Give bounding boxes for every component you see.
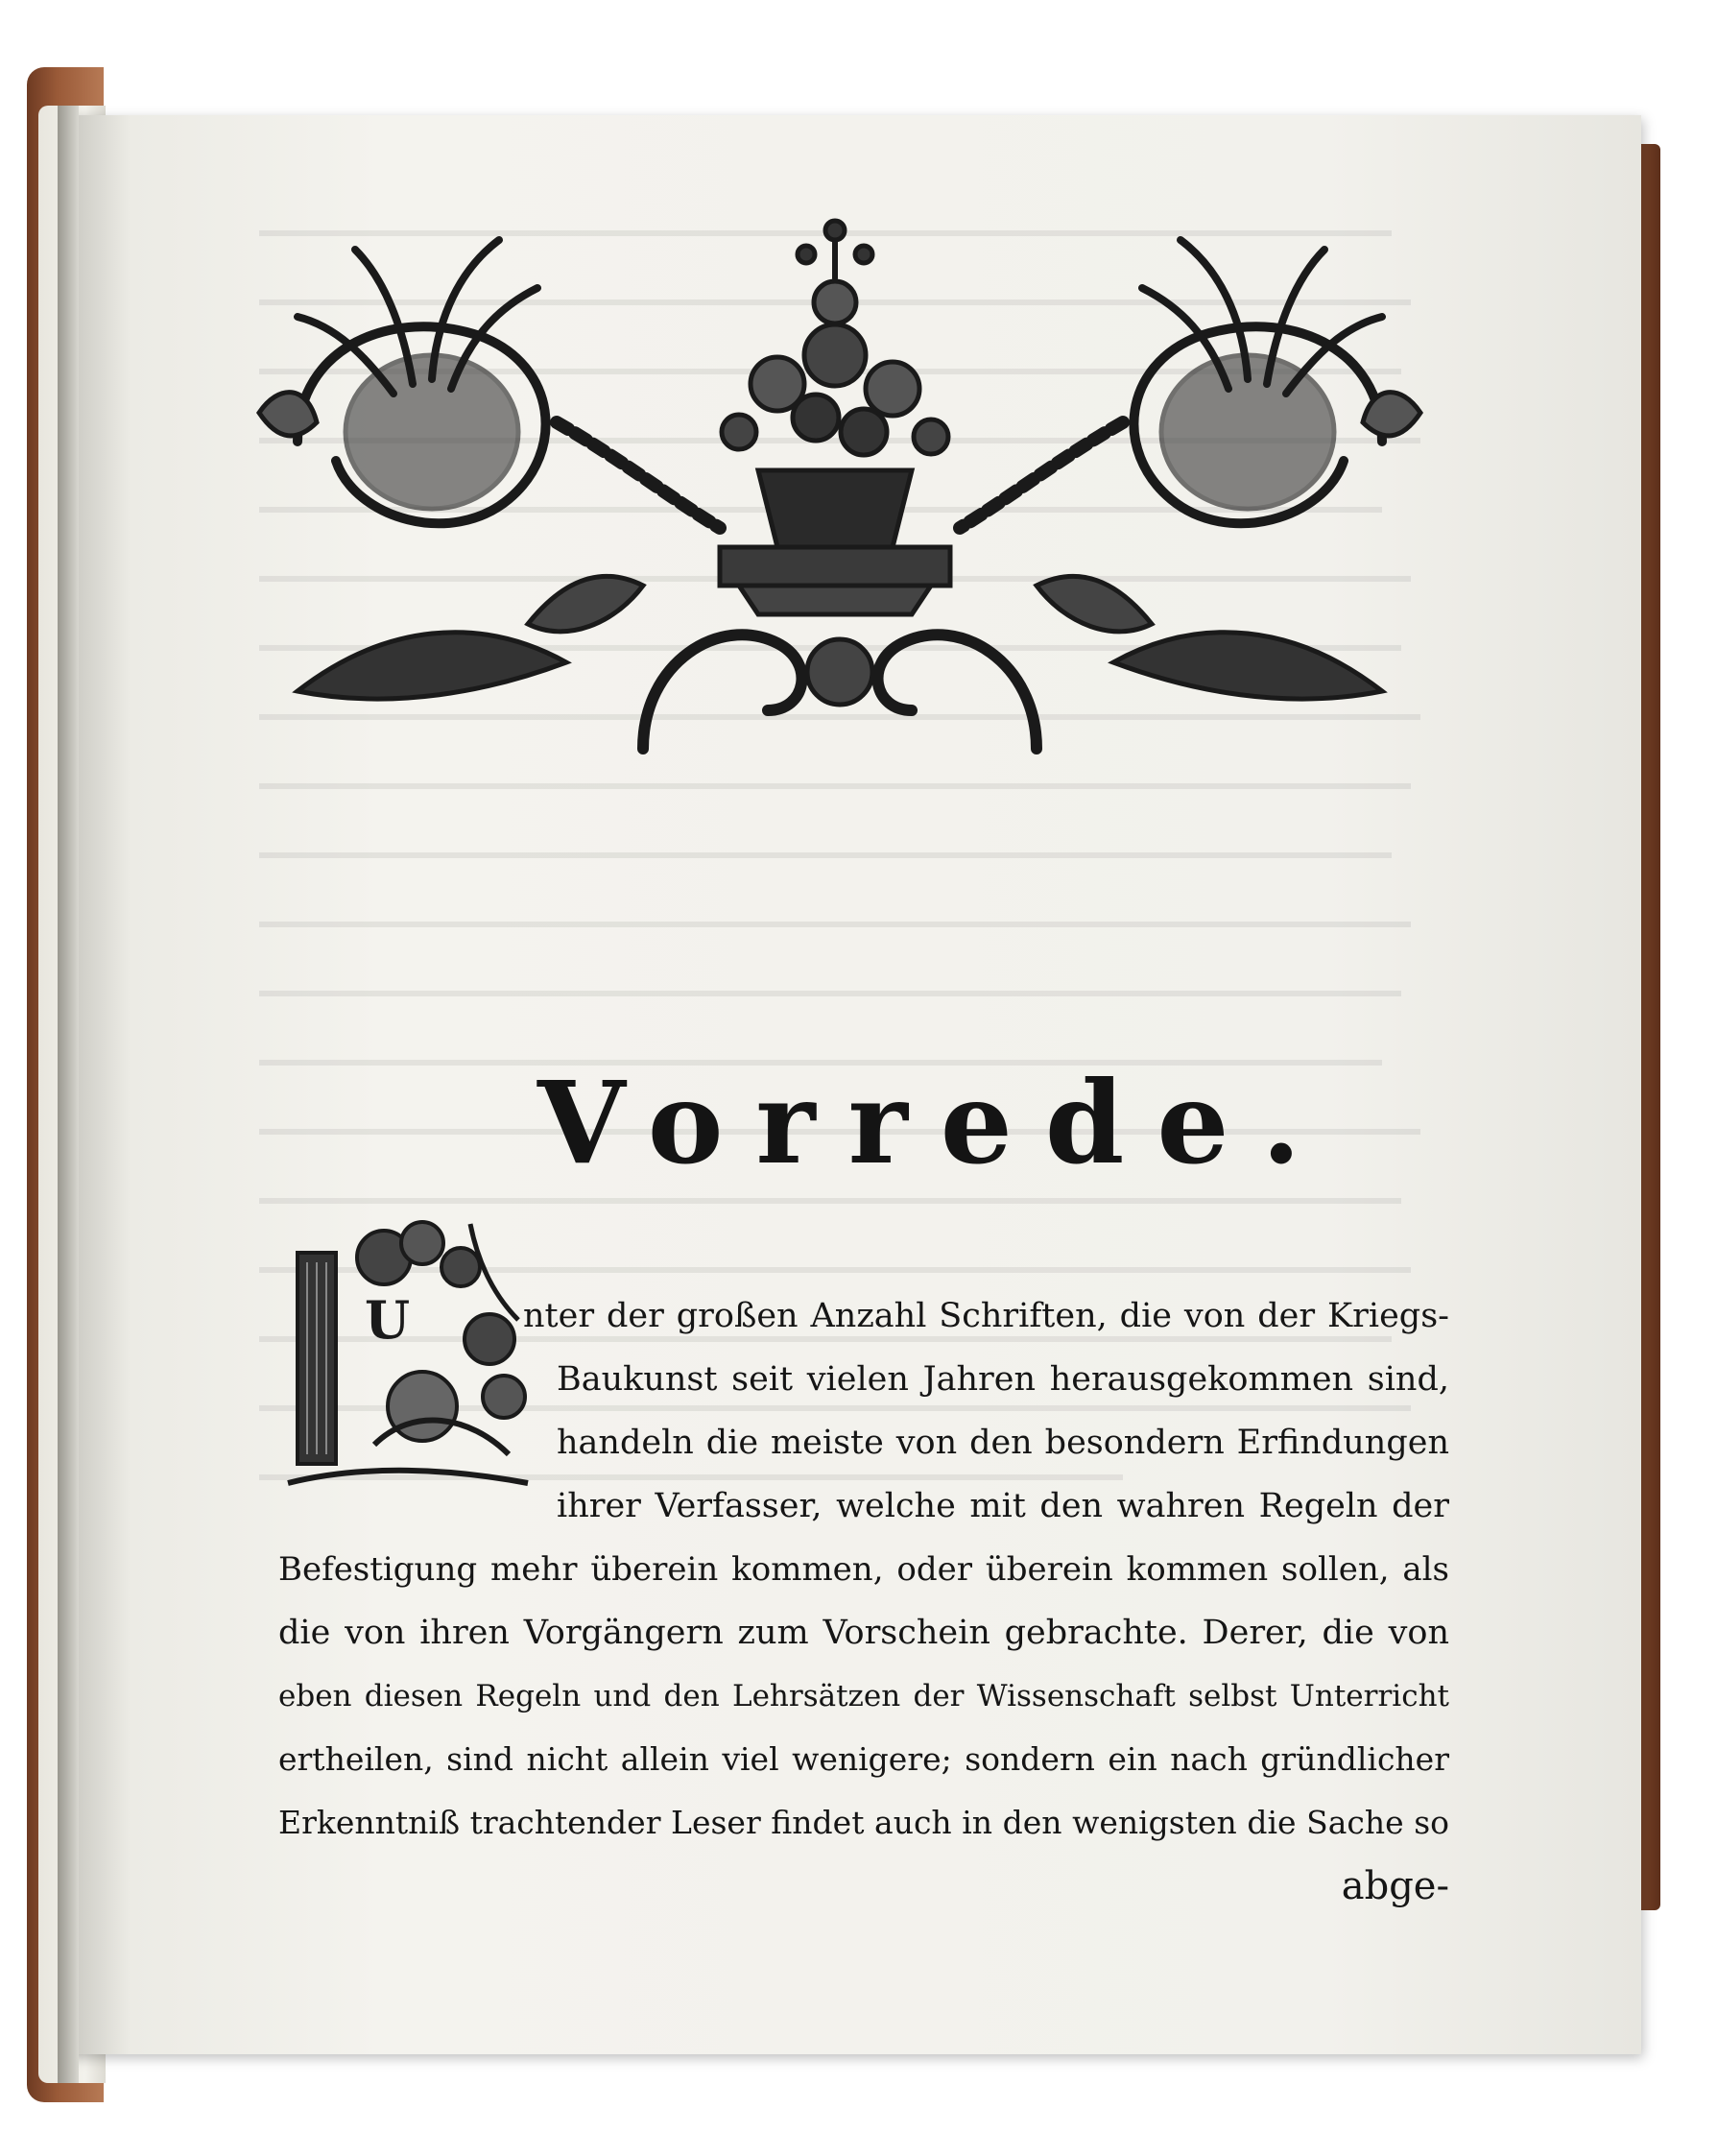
- basket-shape: [758, 470, 912, 547]
- text-line: Erkenntniß trachtender Leser findet auch in den wenigsten die Sache so: [278, 1804, 1449, 1841]
- text-line: ihrer Verfasser, welche mit den wahren Regeln der: [557, 1487, 1449, 1525]
- dropcap-letter: U: [365, 1289, 411, 1351]
- text-line: Befestigung mehr überein kommen, oder überein kommen sollen, als: [278, 1550, 1449, 1589]
- dropcap-woodcut-illustration: [278, 1214, 537, 1493]
- text-line: die von ihren Vorgängern zum Vorschein gebrachte. Derer, die von: [278, 1614, 1449, 1652]
- page-title: Vorrede.: [537, 1056, 1334, 1189]
- text-line: ertheilen, sind nicht allein viel wenigere; sondern ein nach gründlicher: [278, 1740, 1449, 1778]
- text-line: eben diesen Regeln und den Lehrsätzen der Wissenschaft selbst Unterricht: [278, 1679, 1449, 1713]
- text-line: Baukunst seit vielen Jahren herausgekommen sind,: [557, 1360, 1449, 1399]
- catchword: abge-: [1341, 1864, 1449, 1908]
- text-line: nter der großen Anzahl Schriften, die von der Kriegs-: [523, 1297, 1449, 1335]
- woodcut-ornament-headpiece: [240, 211, 1440, 768]
- book-gutter: [58, 106, 79, 2083]
- text-line: handeln die meiste von den besondern Erfindungen: [557, 1424, 1449, 1462]
